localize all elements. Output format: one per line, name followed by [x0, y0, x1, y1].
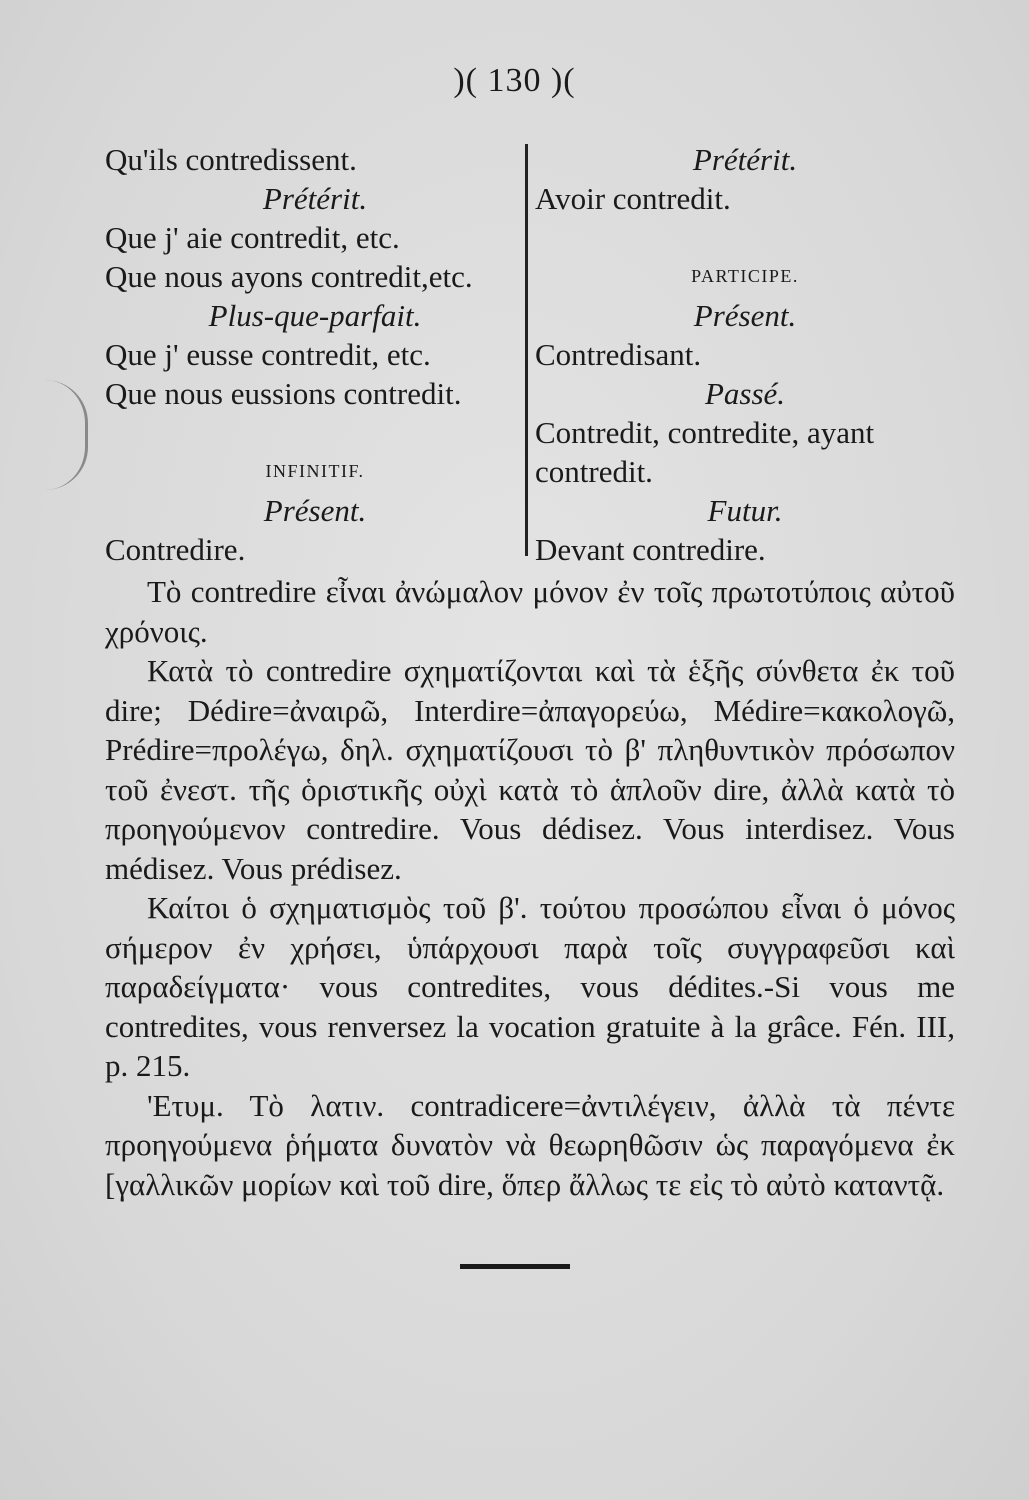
page-number: )( 130 )(: [453, 62, 576, 99]
left-column: [105, 140, 525, 569]
right-heading-present: Présent.: [693, 298, 797, 333]
conjugation-columns: [105, 140, 955, 567]
left-line: Que nous eussions contredit.: [105, 376, 462, 411]
left-heading-plus-que-parfait: Plus-que-parfait.: [208, 298, 422, 333]
paragraph: Κατὰ τὸ contredire σχηματίζονται καὶ τὰ ἑξῆς σύνθετα ἐκ τοῦ dire; Dédire=ἀναιρῶ, Interdire=ἀπαγορεύω, Médire=κακολογῶ, Prédire=προλέγω, δηλ. σχηματίζουσι τὸ β' πληθυντικὸν πρόσωπον τοῦ ἐνεστ. τῆς ὁριστικῆς οὐχὶ κατὰ τὸ ἁπλοῦν dire, ἀλλὰ κατὰ τὸ προηγούμενον contredire. Vous dédisez. Vous interdisez. Vous médisez. Vous prédisez.: [105, 653, 955, 886]
right-line: Devant contredire.: [535, 532, 766, 567]
left-line: Que j' eusse contredit, etc.: [105, 337, 431, 372]
end-rule: [460, 1264, 570, 1269]
right-column: [535, 140, 955, 569]
paragraph: 'Ετυμ. Τὸ λατιν. contradicere=ἀντιλέγειν, ἀλλὰ τὰ πέντε προηγούμενα ῥήματα δυνατὸν νὰ θεωρηθῶσιν ὡς παραγόμενα ἐκ [γαλλικῶν μορίων καὶ τοῦ dire, ὅπερ ἄλλως τε εἰς τὸ αὐτὸ καταντᾷ.: [105, 1087, 955, 1202]
right-line: Contredit, contredite, ayant: [535, 415, 875, 450]
right-heading-futur: Futur.: [707, 493, 783, 528]
left-line: Que nous ayons contredit,etc.: [105, 259, 473, 294]
left-line: Qu'ils contredissent.: [105, 142, 357, 177]
right-line: contredit.: [535, 454, 653, 489]
left-heading-present: Présent.: [263, 493, 367, 528]
left-line: Contredire.: [105, 532, 246, 567]
left-line: Que j' aie contredit, etc.: [105, 220, 400, 255]
right-heading-passe: Passé.: [704, 376, 786, 411]
paragraph: Καίτοι ὁ σχηματισμὸς τοῦ β'. τούτου προσώπου εἶναι ὁ μόνος σήμερον ἐν χρήσει, ὑπάρχουσι παρὰ τοῖς συγγραφεῦσι καὶ παραδείγματα· vous contredites, vous dédites.-Si vous me contredites, vous renversez la vocation gratuite à la grâce. Fén. III, p. 215.: [105, 890, 955, 1083]
margin-bracket-mark: [45, 380, 88, 490]
right-line: Contredisant.: [535, 337, 702, 372]
commentary-text: [105, 572, 955, 1204]
spacer: [105, 413, 525, 452]
right-line: Avoir contredit.: [535, 181, 731, 216]
column-divider: [525, 144, 528, 556]
spacer: [535, 218, 955, 257]
left-heading-infinitif: INFINITIF.: [265, 461, 365, 481]
right-heading-preterit: Prétérit.: [692, 142, 798, 177]
paragraph: Τὸ contredire εἶναι ἀνώμαλον μόνον ἐν τοῖς πρωτοτύποις αὐτοῦ χρόνοις.: [105, 574, 955, 649]
left-heading-preterit: Prétérit.: [262, 181, 368, 216]
right-heading-participe: PARTICIPE.: [691, 266, 799, 286]
